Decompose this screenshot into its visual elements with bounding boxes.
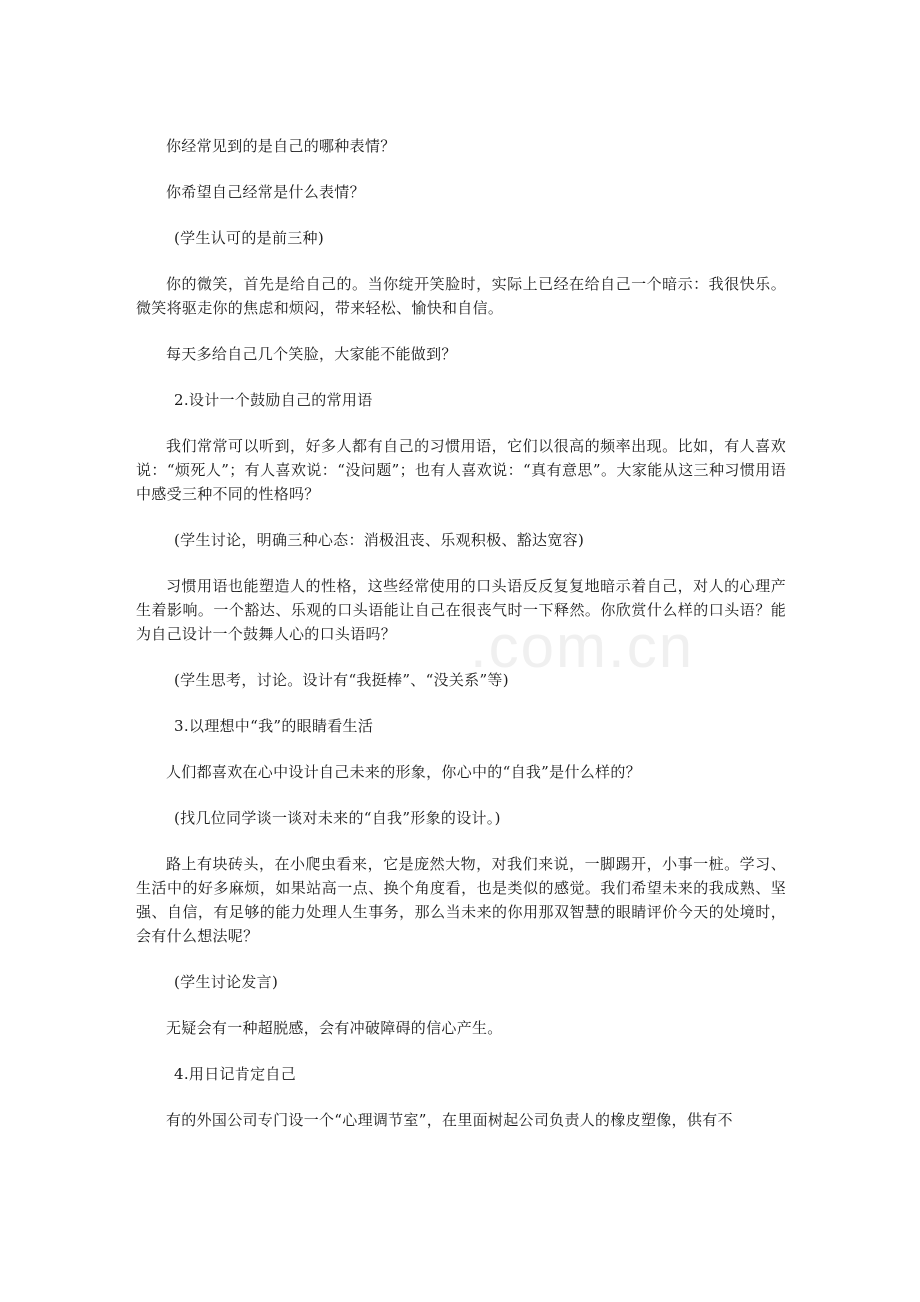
- watermark: .com.cn: [470, 613, 695, 680]
- paragraph-10-note: (学生思考，讨论。设计有“我挺棒”、“没关系”等): [174, 671, 509, 689]
- paragraph-1: 你经常见到的是自己的哪种表情？: [166, 137, 396, 155]
- paragraph-7: 我们常常可以听到，好多人都有自己的习惯用语，它们以很高的频率出现。比如，有人喜欢说：“烦死人”；有人喜欢说：“没问题”；也有人喜欢说：“真有意思”。大家能从这三种习惯用语中感受三种不同的性格吗？: [136, 437, 786, 503]
- section-heading-4: 4.用日记肯定自己: [174, 1065, 297, 1083]
- section-heading-3: 3.以理想中“我”的眼睛看生活: [174, 717, 374, 735]
- paragraph-15-note: (学生讨论发言): [174, 973, 279, 991]
- paragraph-8-note: (学生讨论，明确三种心态：消极沮丧、乐观积极、豁达宽容): [174, 531, 585, 549]
- paragraph-16: 无疑会有一种超脱感，会有冲破障碍的信心产生。: [166, 1019, 503, 1037]
- paragraph-9: 习惯用语也能塑造人的性格，这些经常使用的口头语反反复复地暗示着自己，对人的心理产生着影响。一个豁达、乐观的口头语能让自己在很丧气时一下释然。你欣赏什么样的口头语？能为自己设计一个鼓舞人心的口头语吗？: [136, 577, 786, 643]
- paragraph-4: 你的微笑，首先是给自己的。当你绽开笑脸时，实际上已经在给自己一个暗示：我很快乐。微笑将驱走你的焦虑和烦闷，带来轻松、愉快和自信。: [136, 275, 786, 317]
- paragraph-12: 人们都喜欢在心中设计自己未来的形象，你心中的“自我”是什么样的？: [166, 763, 641, 781]
- section-heading-2: 2.设计一个鼓励自己的常用语: [174, 391, 373, 409]
- paragraph-5: 每天多给自己几个笑脸，大家能不能做到？: [166, 345, 457, 363]
- paragraph-2: 你希望自己经常是什么表情？: [166, 183, 365, 201]
- paragraph-3-note: (学生认可的是前三种): [174, 229, 325, 247]
- paragraph-13-note: (找几位同学谈一谈对未来的“自我”形象的设计。): [174, 809, 501, 827]
- paragraph-14: 路上有块砖头，在小爬虫看来，它是庞然大物，对我们来说，一脚踢开，小事一桩。学习、生活中的好多麻烦，如果站高一点、换个角度看，也是类似的感觉。我们希望未来的我成熟、坚强、自信，有足够的能力处理人生事务，那么当未来的你用那双智慧的眼睛评价今天的处境时，会有什么想法呢？: [136, 855, 786, 945]
- document-body: [136, 134, 786, 1154]
- paragraph-18: 有的外国公司专门设一个“心理调节室”，在里面树起公司负责人的橡皮塑像，供有不: [166, 1111, 733, 1129]
